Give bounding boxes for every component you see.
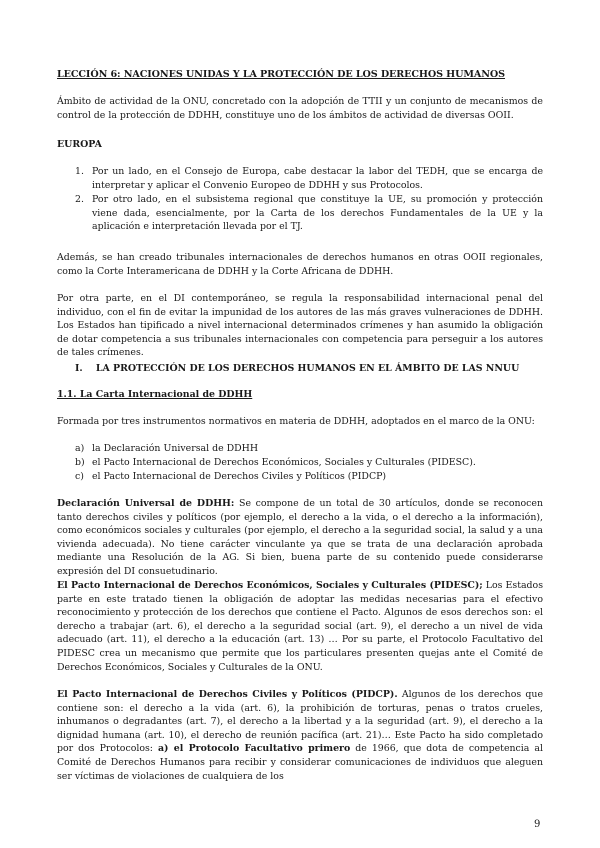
item-text: el Pacto Internacional de Derechos Civiles y Políticos (PIDCP) <box>92 471 387 482</box>
pidesc-text: Los Estados parte en este tratado tienen la obligación de adoptar las medidas necesarias para el efectivo reconocimiento y protección de los derechos que contiene el Pacto. Algunos de esos derechos son: el derecho a trabajar (art. 6), el derecho a la seguridad social (art. 9), el derecho a un nivel de vida adecuado (art. 11), el derecho a la educación (art. 13) … Por su parte, el Protocolo Facultativo del PIDESC crea un mecanismo que permite que los particulares presenten quejas ante el Comité de Derechos Económicos, Sociales y Culturales de la ONU. <box>57 580 544 673</box>
item-text: Por un lado, en el Consejo de Europa, cabe destacar la labor del TEDH, que se encarga de interpretar y aplicar el Convenio Europeo de DDHH y sus Protocolos. <box>92 166 543 191</box>
europa-item-1 <box>75 165 543 192</box>
europa-item-2 <box>75 193 543 234</box>
lesson-title: LECCIÓN 6: NACIONES UNIDAS Y LA PROTECCIÓN DE LOS DERECHOS HUMANOS <box>57 69 506 80</box>
page-number: 9 <box>534 819 541 830</box>
pidcp-text-2: de 1966, que dota de competencia al Comité de Derechos Humanos para recibir y considerar comunicaciones de individuos que aleguen ser víctimas de violaciones de cualquiera de los <box>57 743 543 782</box>
item-number: 1. <box>75 166 84 177</box>
item-letter: c) <box>75 471 84 482</box>
instrument-b <box>75 456 543 470</box>
section-1-heading <box>75 362 519 376</box>
item-number: 2. <box>75 194 84 205</box>
pidcp-text-1: Algunos de los derechos que contiene son: el derecho a la vida (art. 6), la prohibición de torturas, penas o tratos crueles, inhumanos o degradantes (art. 7), el derecho a la libertad y a la seguridad (art. 9), el derecho a la dignidad humana (art. 10), el derecho de reunión pacífica (art. 21)… Este Pacto ha sido completado por dos Protocolos: <box>57 689 543 755</box>
section-title: LA PROTECCIÓN DE LOS DERECHOS HUMANOS EN EL ÁMBITO DE LAS NNUU <box>95 363 520 374</box>
dudh-paragraph <box>57 497 543 579</box>
item-text: Por otro lado, en el subsistema regional que constituye la UE, su promoción y protección viene dada, esencialmente, por la Carta de los derechos Fundamentales de la UE y la aplicación e interpretación llevada por el TJ. <box>92 194 543 233</box>
europa-heading: EUROPA <box>57 139 102 150</box>
pidesc-paragraph <box>57 579 543 674</box>
dudh-label: Declaración Universal de DDHH: <box>57 498 235 509</box>
pidcp-paragraph <box>57 688 543 783</box>
di-paragraph: Por otra parte, en el DI contemporáneo, se regula la responsabilidad internacional penal del individuo, con el fin de evitar la impunidad de los autores de las más graves vulneraciones de DDHH. Los Estados han tipificado a nivel internacional determinados crímenes y han asumido la obligación de dotar competencia a sus tribunales internacionales con competencia para perseguir a los autores de tales crímenes. <box>57 293 543 359</box>
item-letter: b) <box>75 457 85 468</box>
intro-paragraph: Ámbito de actividad de la ONU, concretado con la adopción de TTII y un conjunto de mecanismos de control de la protección de DDHH, constituye uno de los ámbitos de actividad de diversas OOII. <box>57 96 543 121</box>
instrument-a <box>75 442 543 456</box>
item-text: el Pacto Internacional de Derechos Económicos, Sociales y Culturales (PIDESC). <box>92 457 476 468</box>
section-number: I. <box>75 363 83 374</box>
pidcp-protocol: a) el Protocolo Facultativo primero <box>157 743 351 755</box>
pidcp-label: El Pacto Internacional de Derechos Civiles y Políticos (PIDCP). <box>57 689 398 700</box>
item-text: la Declaración Universal de DDHH <box>92 443 259 454</box>
item-letter: a) <box>75 443 85 454</box>
tribunales-paragraph: Además, se han creado tribunales internacionales de derechos humanos en otras OOII regionales, como la Corte Interamericana de DDHH y la Corte Africana de DDHH. <box>57 252 543 277</box>
pidesc-label: El Pacto Internacional de Derechos Económicos, Sociales y Culturales (PIDESC); <box>57 580 483 591</box>
subsection-1-1-heading: 1.1. La Carta Internacional de DDHH <box>57 389 253 400</box>
instrument-c <box>75 470 543 484</box>
formada-paragraph: Formada por tres instrumentos normativos en materia de DDHH, adoptados en el marco de la ONU: <box>57 416 535 427</box>
dudh-text: Se compone de un total de 30 artículos, donde se reconocen tanto derechos civiles y políticos (por ejemplo, el derecho a la vida, o el derecho a la información), como económicos sociales y culturales (por ejemplo, el derecho a la seguridad social, la salud y a una vivienda adecuada). No tiene carácter vinculante ya que se trata de una declaración aprobada mediante una Resolución de la AG. Si bien, buena parte de su contenido puede considerarse expresión del DI consuetudinario. <box>57 498 543 577</box>
